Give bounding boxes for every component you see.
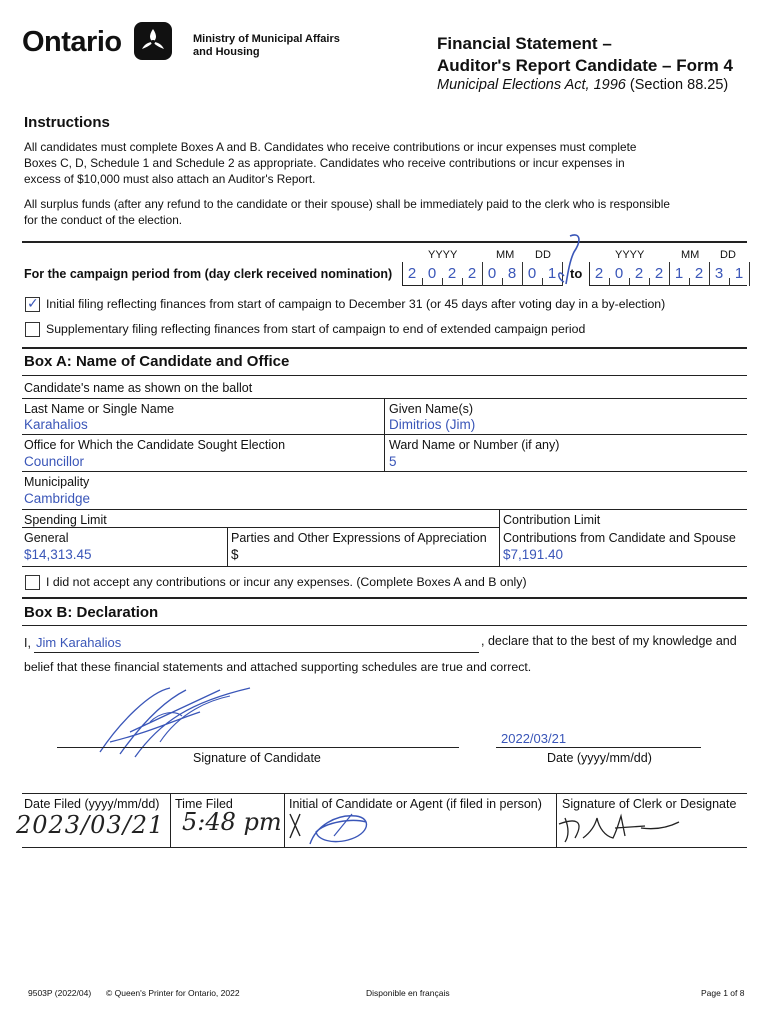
date-line [496,747,701,748]
spending-limit-label: Spending Limit [24,513,107,527]
rule [22,471,747,472]
digit-separator [669,262,670,286]
logo-wordmark: Ontario [22,26,122,58]
box-b-heading-rule [22,625,747,626]
act-reference: Municipal Elections Act, 1996 (Section 88.25) [437,77,729,93]
general-label: General [24,531,69,545]
handwritten-correction-mark [530,228,600,293]
date-digit: 2 [407,265,417,282]
office-field[interactable]: Councillor [24,454,85,469]
date-digit: 1 [734,265,744,282]
digit-separator [522,262,523,286]
filing-top-rule [22,793,747,794]
initial-filing-label: Initial filing reflecting finances from start of campaign to December 31 (or 45 days after voting day in a by-election) [46,297,666,311]
date-digit: 2 [447,265,457,282]
declarant-underline [34,652,479,653]
date-digit: 1 [674,265,684,282]
candidate-signature [90,682,280,762]
instructions-para-1: All candidates must complete Boxes A and B. Candidates who receive contributions or incur expenses must complete Boxes C, D, Schedule 1 and Schedule 2 as appropriate. Candidates who receive contributions or incur expenses in excess of $10,000 must also attach an Auditor's Report. [24,140,637,186]
col-yyyy-to: YYYY [615,249,645,261]
rule [170,793,171,847]
rule [284,793,285,847]
digit-separator [462,278,463,286]
rule [499,509,500,567]
date-label: Date (yyyy/mm/dd) [547,751,652,765]
given-name-field[interactable]: Dimitrios (Jim) [389,417,476,432]
form-title: Financial Statement – Auditor's Report Candidate – Form 4 [437,34,733,75]
date-digit: 0 [487,265,497,282]
rule [22,434,747,435]
date-digit: 0 [614,265,624,282]
digit-separator [729,278,730,286]
time-filed-field[interactable]: 5:48 pm [182,808,282,836]
col-mm-from: MM [496,249,515,261]
trillium-icon [133,21,173,61]
contrib-spouse-field[interactable]: $7,191.40 [503,547,564,562]
box-a-top-rule [22,347,747,349]
page-number: Page 1 of 8 [701,988,745,998]
agent-initials-signature [286,806,386,854]
digit-separator [649,278,650,286]
digit-separator [442,278,443,286]
to-label: to [570,266,583,281]
digit-separator [689,278,690,286]
declaration-text: , declare that to the best of my knowledge and [481,634,737,648]
contrib-spouse-label: Contributions from Candidate and Spouse [503,531,736,545]
from-date-left-edge [402,262,403,286]
col-dd-from: DD [535,249,551,261]
rule [227,527,228,567]
general-limit-field[interactable]: $14,313.45 [24,547,92,562]
initial-label: Initial of Candidate or Agent (if filed in person) [289,797,542,811]
given-name-label: Given Name(s) [389,402,474,416]
date-digit: 2 [594,265,604,282]
box-a-heading-rule [22,375,747,376]
declaration-belief: belief that these financial statements and attached supporting schedules are true and correct. [24,660,532,674]
digit-separator [482,262,483,286]
date-digit: 0 [427,265,437,282]
last-name-field[interactable]: Karahalios [24,417,88,432]
time-filed-label: Time Filed [175,797,233,811]
col-yyyy-from: YYYY [428,249,458,261]
rule [22,509,747,510]
instructions-heading: Instructions [24,114,110,131]
digit-separator [629,278,630,286]
date-digit: 2 [694,265,704,282]
french-version-note: Disponible en français [366,988,450,998]
box-a-heading: Box A: Name of Candidate and Office [24,353,290,370]
ballot-note: Candidate's name as shown on the ballot [24,381,253,395]
box-b-top-rule [22,597,747,599]
declarant-name-field[interactable]: Jim Karahalios [36,635,122,650]
copyright: © Queen's Printer for Ontario, 2022 [106,988,240,998]
signature-line [57,747,459,748]
date-digit: 2 [467,265,477,282]
divider [22,241,747,243]
supplementary-filing-checkbox[interactable] [25,322,40,337]
ontario-logo [22,26,122,59]
digit-separator [709,262,710,286]
parties-limit-field[interactable]: $ [231,547,239,562]
office-label: Office for Which the Candidate Sought Election [24,438,286,452]
digit-separator [502,278,503,286]
date-digit: 0 [527,265,537,282]
initial-filing-checkbox[interactable]: ✓ [27,295,39,311]
no-contributions-label: I did not accept any contributions or incur any expenses. (Complete Boxes A and B only) [46,575,527,589]
rule [22,566,747,567]
declaration-i: I, [24,636,31,650]
instructions-para-2: All surplus funds (after any refund to the candidate or their spouse) shall be immediately paid to the clerk who is responsible for the conduct of the election. [24,197,670,227]
supplementary-filing-label: Supplementary filing reflecting finances from start of campaign to end of extended campaign period [46,322,586,336]
ward-label: Ward Name or Number (if any) [389,438,560,452]
col-mm-to: MM [681,249,700,261]
rule [22,527,499,528]
contribution-limit-label: Contribution Limit [503,513,601,527]
ward-field[interactable]: 5 [389,454,397,469]
date-digit: 8 [507,265,517,282]
digit-separator [609,278,610,286]
date-digit: 2 [634,265,644,282]
digit-separator [422,278,423,286]
last-name-label: Last Name or Single Name [24,402,175,416]
box-b-heading: Box B: Declaration [24,604,159,621]
campaign-period-label: For the campaign period from (day clerk received nomination) [24,267,393,281]
signature-label: Signature of Candidate [193,751,321,765]
to-date-baseline [589,285,747,286]
parties-label: Parties and Other Expressions of Appreciation [231,531,487,545]
clerk-signature-label: Signature of Clerk or Designate [562,797,737,811]
digit-separator [749,262,750,286]
form-number: 9503P (2022/04) [28,988,92,998]
date-digit: 3 [714,265,724,282]
col-dd-to: DD [720,249,736,261]
clerk-signature [555,808,685,848]
date-filed-field[interactable]: 2023/03/21 [16,811,165,839]
date-filed-label: Date Filed (yyyy/mm/dd) [24,797,160,811]
declaration-date-field[interactable]: 2022/03/21 [501,731,567,746]
ministry-name: Ministry of Municipal Affairs and Housing [193,33,340,58]
municipality-field[interactable]: Cambridge [24,491,91,506]
date-digit: 2 [654,265,664,282]
municipality-label: Municipality [24,475,90,489]
no-contributions-checkbox[interactable] [25,575,40,590]
date-digit: 1 [547,265,557,282]
